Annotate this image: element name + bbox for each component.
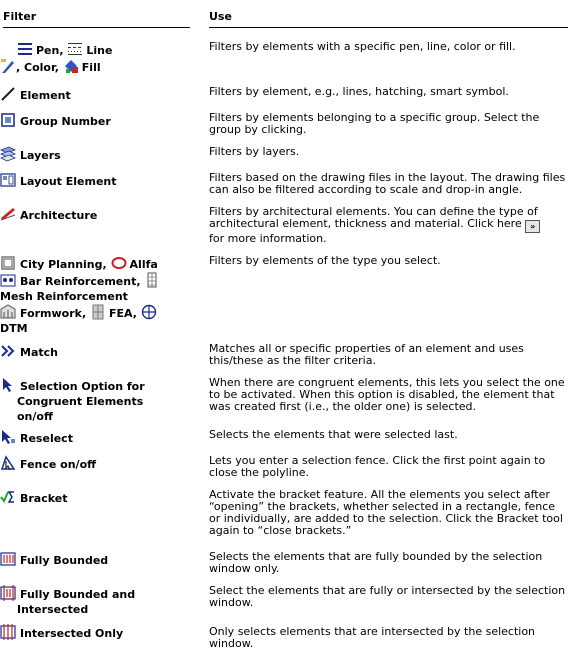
layout-element-label: Layout Element [20,175,117,188]
pen-label: Pen, [36,44,64,57]
bar-reinforcement-label: Bar Reinforcement, [20,275,141,288]
line-icon[interactable] [67,41,83,57]
color-label: , Color, [16,61,59,74]
city-planning-icon[interactable] [0,255,16,271]
header-rule-filter [3,27,190,28]
bracket-icon[interactable] [0,489,16,505]
use-cell: Filters by layers. [209,145,300,158]
mesh-reinforcement-label: Mesh Reinforcement [0,290,128,303]
pen-icon[interactable] [17,41,33,57]
element-icon[interactable] [0,86,16,102]
fill-label: Fill [81,61,101,74]
use-cell: Lets you enter a selection fence. Click the first point again to close the polyline. [209,454,546,479]
use-cell: Select the elements that are fully or intersected by the selection window. [209,584,566,609]
filter-cell [17,551,187,568]
group-number-icon[interactable] [0,112,16,128]
filter-cell [17,206,187,223]
filter-cell [17,343,187,360]
intersected-only-label: Intersected Only [20,627,124,640]
filter-cell [17,455,187,472]
use-cell: Filters by elements of the type you select. [209,254,441,267]
allfa-label: Allfa [129,258,158,271]
match-label: Match [20,346,58,359]
filter-cell [17,377,175,424]
architecture-description-tail: for more information. [209,232,327,245]
layers-icon[interactable] [0,146,16,162]
architecture-icon[interactable] [0,206,16,222]
fill-icon[interactable] [63,58,79,74]
intersected-only-icon[interactable] [0,624,16,640]
mesh-reinforcement-icon[interactable] [144,272,160,288]
filter-cell [17,146,187,163]
allfa-icon[interactable] [111,255,127,271]
header-rule-use [209,27,568,28]
bracket-label: Bracket [20,492,68,505]
filter-cell [17,172,187,189]
fully-bounded-label: Fully Bounded [20,554,109,567]
reselect-label: Reselect [20,432,73,445]
use-cell [209,206,569,245]
filter-cell [17,112,187,129]
use-cell: Filters based on the drawing files in the layout. The drawing files can also be filtered according to scale and drop-in angle. [209,171,566,196]
dtm-icon[interactable] [141,304,157,320]
group-number-label: Group Number [20,115,111,128]
layout-element-icon[interactable] [0,172,16,188]
filter-cell [17,429,187,446]
use-cell: Filters by elements with a specific pen, line, color or fill. [209,40,516,53]
use-cell: Selects the elements that are fully bounded by the selection window only. [209,550,543,575]
arrow-link-icon[interactable]: » [525,220,540,233]
fence-label: Fence on/off [20,458,97,471]
formwork-icon[interactable] [0,304,16,320]
layers-label: Layers [20,149,61,162]
filter-cell [17,489,187,506]
reselect-icon[interactable] [0,429,16,445]
fully-bounded-intersected-label: Fully Bounded and Intersected [17,588,136,616]
architecture-description: Filters by architectural elements. You can define the type of architectural element, thickness and material. Click here [209,205,538,230]
fully-bounded-intersected-icon[interactable] [0,585,16,601]
use-cell: Filters by element, e.g., lines, hatching, smart symbol. [209,85,509,98]
line-label: Line [86,44,113,57]
filter-cell [17,41,187,75]
architecture-label: Architecture [20,209,98,222]
filter-cell [17,624,187,641]
filter-cell [0,255,189,336]
element-label: Element [20,89,71,102]
use-cell: Filters by elements belonging to a specific group. Select the group by clicking. [209,111,540,136]
filter-cell [17,86,187,103]
filter-cell [17,585,167,617]
bar-reinforcement-icon[interactable] [0,272,16,288]
use-cell: Only selects elements that are intersected by the selection window. [209,625,536,650]
city-planning-label: City Planning, [20,258,107,271]
use-cell: Matches all or specific properties of an element and uses this/these as the filter criteria. [209,342,524,367]
color-icon[interactable] [0,58,16,74]
fea-label: FEA, [109,307,137,320]
formwork-label: Formwork, [20,307,87,320]
use-cell: Activate the bracket feature. All the elements you select after “opening” the brackets, whether selected in a rectangle, fence or individually, are added to the selection. Click the Bracket tool again to “close brackets.” [209,488,563,537]
selection-option-icon[interactable] [0,377,16,393]
dtm-label: DTM [0,322,28,335]
selection-option-label: Selection Option for Congruent Elements on/off [17,380,145,423]
column-header-filter: Filter [3,10,37,23]
use-cell: Selects the elements that were selected last. [209,428,458,441]
use-cell: When there are congruent elements, this lets you select the one to be activated. When this option is disabled, the element that was created first (i.e., the older one) is selected. [209,376,565,413]
column-header-use: Use [209,10,232,23]
match-icon[interactable] [0,343,16,359]
fully-bounded-icon[interactable] [0,551,16,567]
fea-icon[interactable] [90,304,106,320]
fence-icon[interactable] [0,455,16,471]
